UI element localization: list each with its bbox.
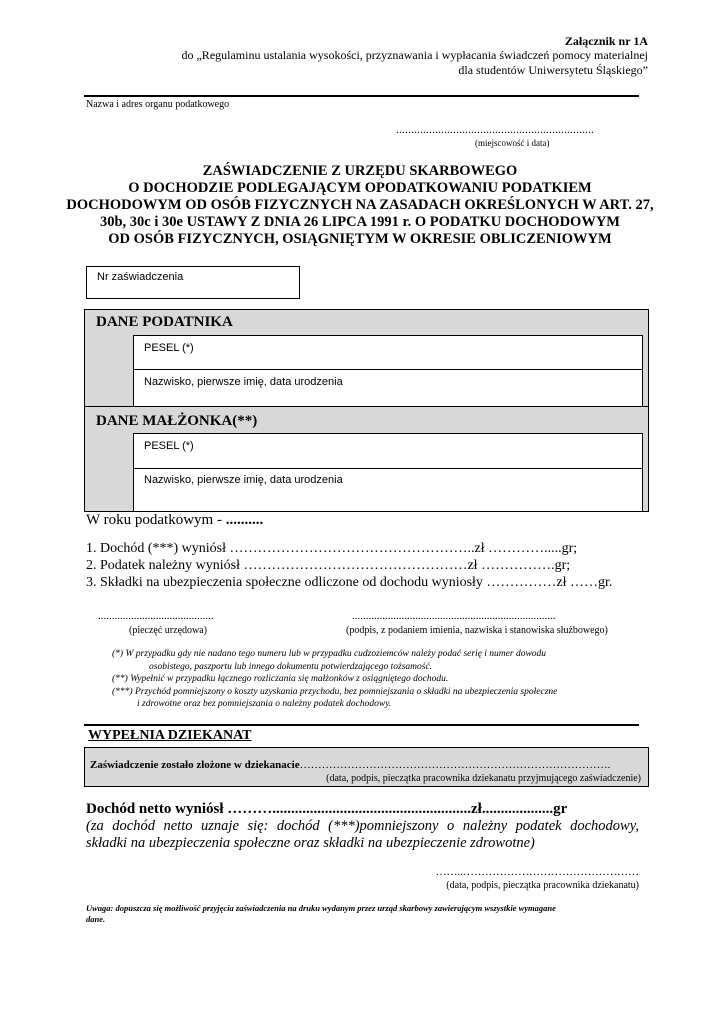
tax-year-row [86, 512, 263, 529]
spouse-heading: DANE MAŁŻONKA(**) [96, 413, 258, 429]
dean-submitted-dots[interactable]: …………………………………………………………………………. [299, 759, 611, 771]
income-items [86, 540, 612, 591]
taxpayer-name-field[interactable] [133, 369, 643, 407]
dean-submitted-caption: (data, podpis, pieczątka pracownika dziekanatu przyjmującego zaświadczenie) [326, 773, 641, 784]
title-line-3: DOCHODOWYM OD OSÓB FIZYCZNYCH NA ZASADACH OKREŚLONYCH W ART. 27, [66, 197, 654, 213]
spouse-name-label: Nazwisko, pierwsze imię, data urodzenia [144, 474, 343, 486]
net-income-note [86, 818, 639, 852]
dean-submitted-box [84, 747, 649, 787]
income-item[interactable]: 1. Dochód (***) wyniósł ……………………………………………..zł ………….....gr; [86, 541, 578, 556]
social-contributions-item[interactable]: 3. Składki na ubezpieczenia społeczne odliczone od dochodu wyniosły ……………zł ……gr. [86, 575, 613, 590]
title-line-1: ZAŚWIADCZENIE Z URZĘDU SKARBOWEGO [202, 163, 518, 179]
stamp-label: (pieczęć urzędowa) [129, 625, 207, 636]
taxpayer-name-label: Nazwisko, pierwsze imię, data urodzenia [144, 376, 343, 388]
net-income-note-1: (za dochód netto uznaje się: dochód (***)pomniejszony o należny podatek dochodowy, [86, 818, 639, 834]
tax-office-label: Nazwa i adres organu podatkowego [86, 99, 230, 110]
regulation-line-1: do „Regulaminu ustalania wysokości, przyznawania i wypłacania świadczeń pomocy materialnej [181, 48, 648, 62]
place-date-label: (miejscowość i data) [475, 138, 550, 148]
tax-year-label: W roku podatkowym - [86, 512, 222, 528]
spouse-section [84, 406, 649, 512]
footnote-3-cont: i zdrowotne oraz bez pomniejszania o należny podatek dochodowy. [137, 699, 392, 709]
signature-label: (podpis, z podaniem imienia, nazwiska i stanowiska służbowego) [346, 625, 608, 636]
taxpayer-section [84, 309, 649, 407]
header-divider [84, 95, 639, 97]
place-date-dots[interactable]: .................................................................. [396, 122, 594, 136]
tax-year-dots[interactable]: .......... [225, 512, 264, 528]
dean-sign-dots[interactable]: ……..………………………………………… [435, 866, 639, 878]
spouse-pesel-field[interactable] [133, 433, 643, 469]
title-line-2: O DOCHODZIE PODLEGAJĄCYM OPODATKOWANIU PODATKIEM [128, 180, 592, 196]
footnotes [112, 648, 557, 711]
taxpayer-heading: DANE PODATNIKA [96, 314, 233, 330]
notice-line-2: dane. [86, 914, 106, 924]
notice [86, 903, 556, 925]
notice-line-1: Uwaga: dopuszcza się możliwość przyjęcia zaświadczenia na druku wydanym przez urząd skarbowy zawierającym wszystkie wymagane [86, 903, 556, 913]
tax-due-item[interactable]: 2. Podatek należny wyniósł …………………………………………zł …………….gr; [86, 558, 571, 573]
stamp-dots[interactable]: .......................................... [98, 610, 214, 622]
spouse-pesel-label: PESEL (*) [144, 440, 194, 452]
title-line-5: OD OSÓB FIZYCZNYCH, OSIĄGNIĘTYM W OKRESIE OBLICZENIOWYM [108, 231, 612, 247]
footnote-1-cont: osobistego, paszportu lub innego dokumentu potwierdzającego tożsamość. [149, 661, 433, 672]
dean-heading: WYPEŁNIA DZIEKANAT [88, 728, 252, 743]
dean-sign-label: (data, podpis, pieczątka pracownika dziekanatu) [446, 880, 639, 891]
footnote-2: (**) Wypełnić w przypadku łącznego rozliczania się małżonków z osiągniętego dochodu. [112, 674, 449, 684]
annex-label: Załącznik nr 1A [564, 34, 648, 48]
regulation-line-2: dla studentów Uniwersytetu Śląskiego” [458, 63, 648, 77]
taxpayer-pesel-field[interactable] [133, 335, 643, 370]
document-title [40, 163, 680, 248]
title-line-4: 30b, 30c i 30e USTAWY Z DNIA 26 LIPCA 1991 r. O PODATKU DOCHODOWYM [99, 214, 620, 230]
net-income-line[interactable]: Dochód netto wyniósł ……….....................................................zł...................gr [86, 801, 568, 817]
dean-submitted-label: Zaświadczenie zostało złożone w dziekanacie [90, 759, 300, 771]
footnote-3: (***) Przychód pomniejszony o koszty uzyskania przychodu, bez pomniejszania o składki na ubezpieczenia społeczne [112, 686, 558, 697]
net-income-note-2: składki na ubezpieczenia społeczne oraz składki na ubezpieczenie zdrowotne) [86, 835, 535, 851]
dean-divider [84, 724, 639, 726]
spouse-name-field[interactable] [133, 468, 643, 512]
certificate-number-field[interactable] [86, 266, 300, 299]
certificate-number-label: Nr zaświadczenia [97, 271, 184, 283]
taxpayer-pesel-label: PESEL (*) [144, 342, 194, 354]
footnote-1: (*) W przypadku gdy nie nadano tego numeru lub w przypadku cudzoziemców należy podać serię i numer dowodu [112, 649, 547, 659]
signature-dots[interactable]: .......................................................................... [352, 610, 556, 622]
